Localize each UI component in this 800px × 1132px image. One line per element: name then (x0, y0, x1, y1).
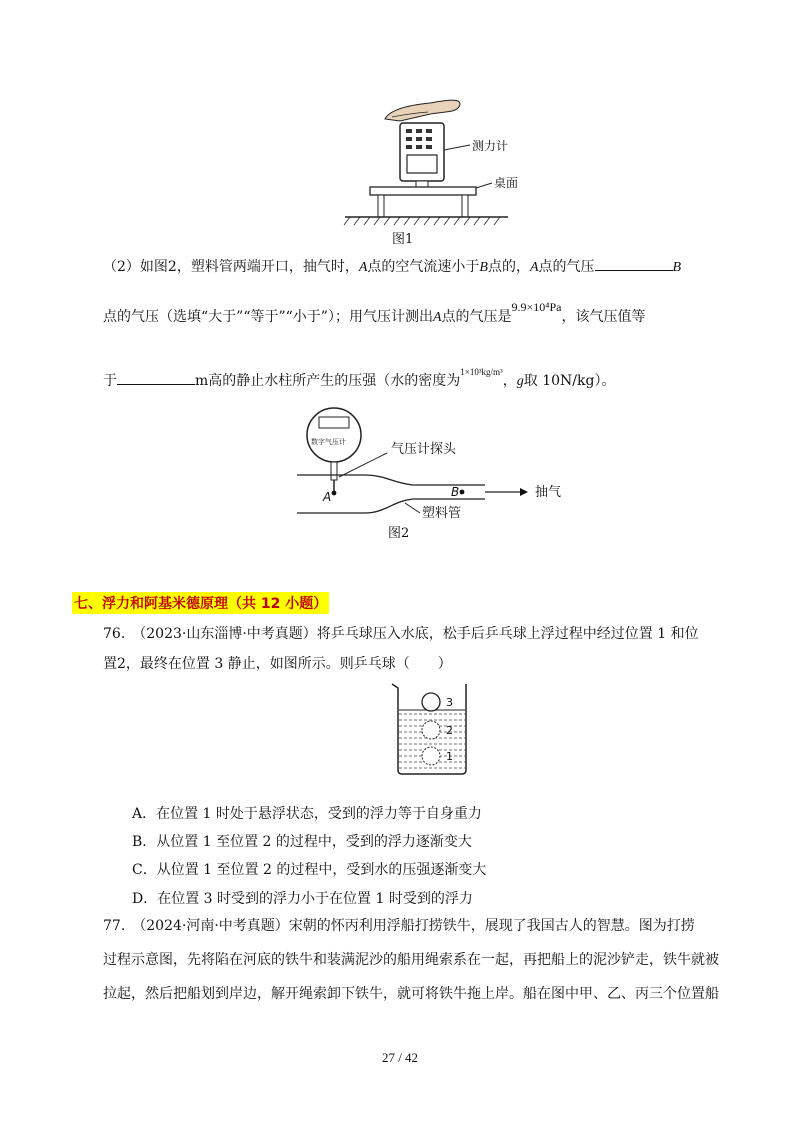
pressure-value: 9.9×10⁴Pa (511, 300, 562, 314)
pipe-label: 塑料管 (422, 506, 462, 521)
q77-line-1: 77. （2024·河南·中考真题）宋朝的怀丙利用浮船打捞铁牛，展现了我国古人的智慧。图为打捞 (103, 918, 695, 934)
figure-1-caption: 图1 (392, 232, 414, 247)
q75-line-2: 点的气压（选填“大于”“等于”“小于”）；用气压计测出A点的气压是9.9×10⁴Pa，该气压值等 (103, 300, 646, 325)
q76-line-2: 置2，最终在位置 3 静止，如图所示。则乒乓球（ ） (103, 656, 452, 672)
option-c: C．从位置 1 至位置 2 的过程中，受到水的压强逐渐变大 (132, 862, 487, 878)
answer-blank-2 (117, 370, 195, 385)
answer-blank-1 (595, 256, 673, 271)
water-density: 1×10³kg/m³ (460, 367, 503, 377)
figure-2-pressure-gauge (285, 405, 585, 523)
position-2-label: 2 (446, 724, 453, 737)
pump-label: 抽气 (535, 485, 562, 500)
figure-beaker (388, 680, 478, 778)
label-desk: 桌面 (494, 176, 519, 190)
figure-2-caption: 图2 (388, 526, 410, 541)
option-d: D．在位置 3 时受到的浮力小于在位置 1 时受到的浮力 (132, 891, 473, 907)
q76-line-1: 76. （2023·山东淄博·中考真题）将乒乓球压入水底，松手后乒乓球上浮过程中经过位置 1 和位 (103, 626, 699, 642)
option-a: A．在位置 1 时处于悬浮状态，受到的浮力等于自身重力 (132, 806, 482, 822)
q75-line-3: 于 m高的静止水柱所产生的压强（水的密度为$^{1\times 10^3kg/m^3}$，g取 10N/kg）。 (103, 367, 616, 389)
position-1-label: 1 (446, 750, 453, 763)
section-title: 七、浮力和阿基米德原理（共 12 小题） (72, 592, 329, 614)
q77-line-2: 过程示意图，先将陷在河底的铁牛和装满泥沙的船用绳索系在一起，再把船上的泥沙铲走，铁牛就被 (103, 952, 719, 968)
probe-label: 气压计探头 (391, 442, 457, 457)
position-3-label: 3 (446, 696, 453, 709)
label-force-meter: 测力计 (472, 139, 509, 153)
q75-line-1: （2）如图2，塑料管两端开口，抽气时，A点的空气流速小于B点的，A点的气压 B (103, 256, 681, 278)
point-a-label: A (323, 490, 332, 504)
point-b-label: B (451, 485, 460, 499)
figure-1-force-meter (330, 95, 540, 230)
q77-line-3: 拉起，然后把船划到岸边，解开绳索卸下铁牛，就可将铁牛拖上岸。船在图中甲、乙、丙三个位置船 (103, 986, 719, 1002)
gauge-label: 数字气压计 (311, 438, 346, 446)
option-b: B．从位置 1 至位置 2 的过程中，受到的浮力逐渐变大 (132, 834, 472, 850)
page-number: 27 / 42 (381, 1050, 419, 1065)
